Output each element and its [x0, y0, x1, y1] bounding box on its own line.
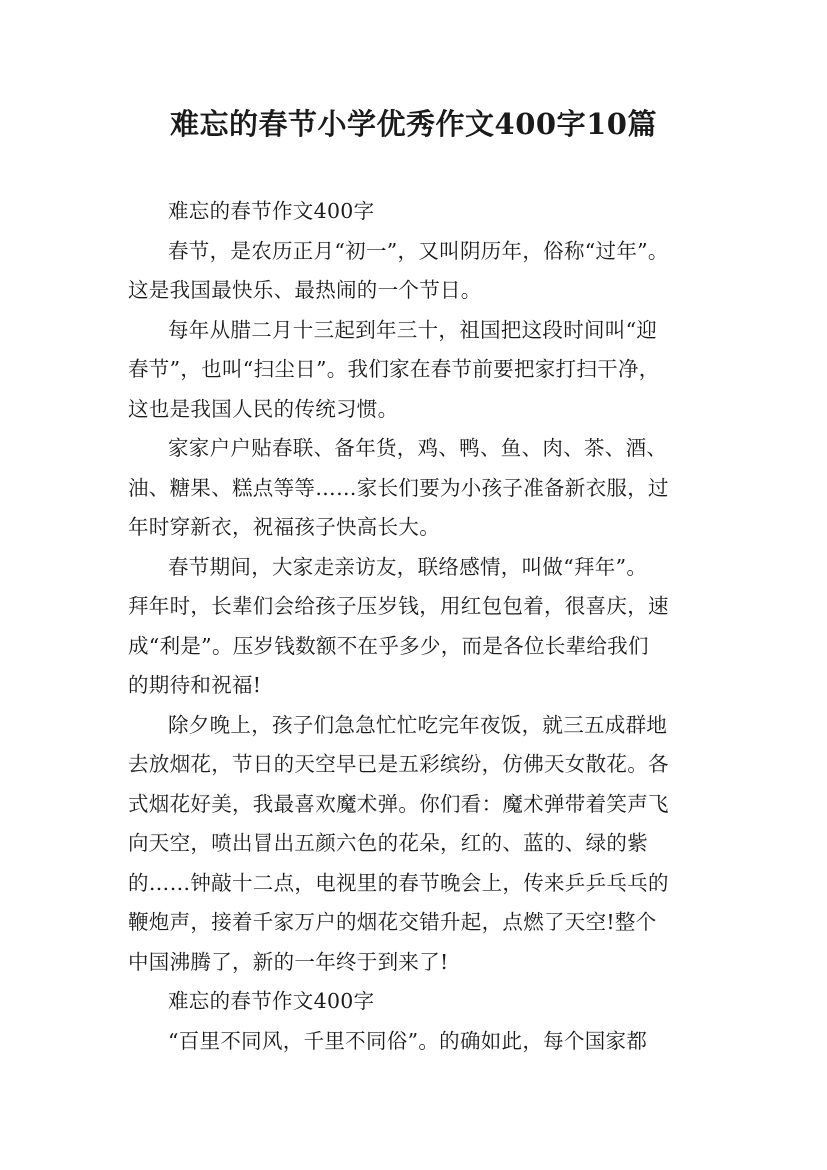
- text-line: 式烟花好美，我最喜欢魔术弹。你们看：魔术弹带着笑声飞: [128, 791, 669, 816]
- text-line: 春节期间，大家走亲访友，联络感情，叫做“拜年”。: [168, 554, 648, 579]
- text-line: 拜年时，长辈们会给孩子压岁钱，用红包包着，很喜庆，速: [128, 594, 669, 618]
- text-line: 的期待和祝福!: [128, 673, 262, 697]
- text-line: 家家户户贴春联、备年货，鸡、鸭、鱼、肉、茶、酒、: [168, 436, 668, 460]
- text-line: 鞭炮声，接着千家万户的烟花交错升起，点燃了天空!整个: [128, 910, 657, 934]
- text-line: 成“利是”。压岁钱数额不在乎多少，而是各位长辈给我们: [128, 633, 649, 658]
- text-line: “百里不同风，千里不同俗”。的确如此，每个国家都: [168, 1028, 648, 1053]
- text-line: 去放烟花，节日的天空早已是五彩缤纷，仿佛天女散花。各: [128, 752, 669, 776]
- text-line: 春节，是农历正月“初一”，又叫阴历年，俗称“过年”。: [168, 238, 669, 263]
- text-line: 难忘的春节作文400字: [168, 989, 375, 1013]
- document-title: 难忘的春节小学优秀作文400字10篇: [170, 107, 657, 141]
- text-line: 春节”，也叫“扫尘日”。我们家在春节前要把家打扫干净，: [128, 357, 660, 381]
- text-line: 除夕晚上，孩子们急急忙忙吃完年夜饭，就三五成群地: [168, 712, 668, 737]
- text-line: 这是我国最快乐、最热闹的一个节日。: [128, 278, 482, 302]
- text-line: 中国沸腾了，新的一年终于到来了!: [128, 949, 449, 974]
- text-line: 向天空，喷出冒出五颜六色的花朵，红的、蓝的、绿的紫: [128, 831, 648, 855]
- text-line: 的……钟敲十二点，电视里的春节晚会上，传来乒乒乓乓的: [128, 870, 669, 895]
- text-line: 难忘的春节作文400字: [168, 199, 375, 223]
- text-line: 油、糖果、糕点等等……家长们要为小孩子准备新衣服，过: [128, 475, 669, 500]
- text-line: 这也是我国人民的传统习惯。: [128, 396, 399, 421]
- text-line: 年时穿新衣，祝福孩子快高长大。: [128, 515, 440, 539]
- text-line: 每年从腊二月十三起到年三十，祖国把这段时间叫“迎: [168, 317, 658, 342]
- document-body: [128, 192, 718, 1061]
